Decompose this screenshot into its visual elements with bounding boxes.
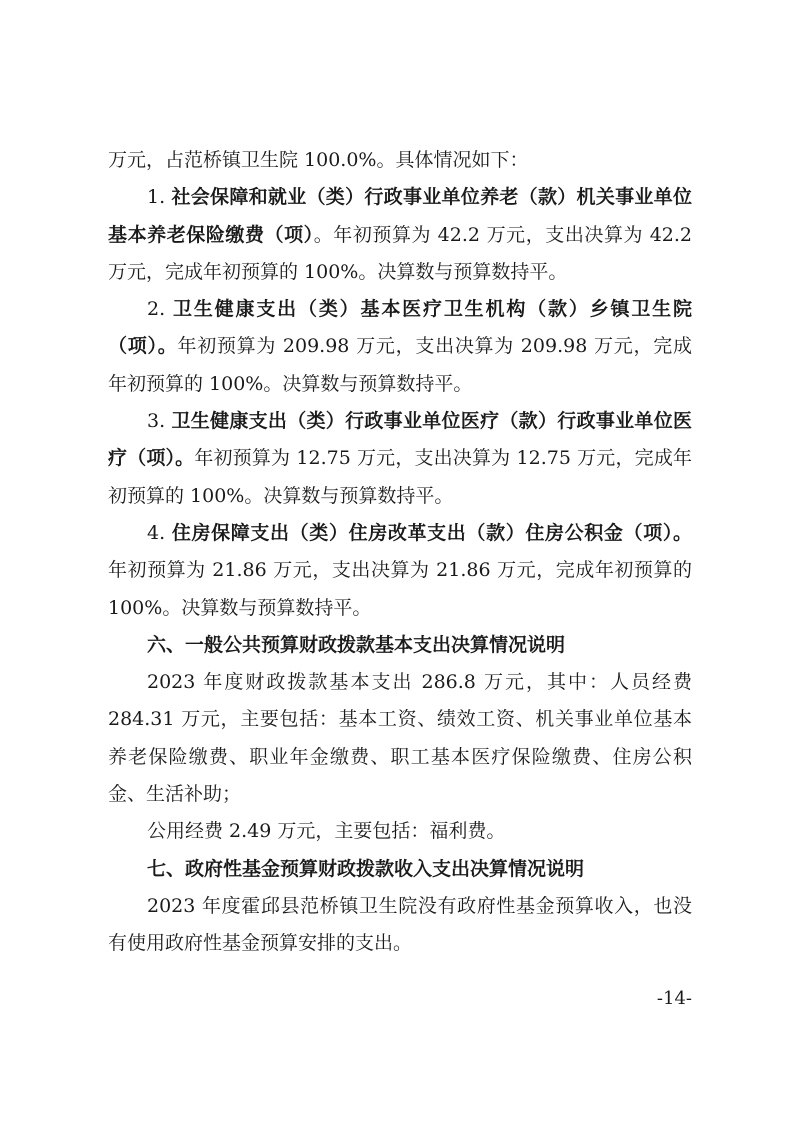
page-number: -14- bbox=[656, 988, 692, 1009]
item-4 bbox=[108, 515, 692, 627]
item-3-number: 3. bbox=[147, 410, 172, 433]
item-1-text: 。年初预算为 42.2 万元，支出决算为 42.2 万元，完成年初预算的 100%。决算数与预算数持平。 bbox=[108, 223, 692, 283]
item-3-text: 年初预算为 12.75 万元，支出决算为 12.75 万元，完成年初预算的 100%。决算数与预算数持平。 bbox=[108, 447, 692, 507]
item-2-title: 卫生健康支出（类）基本医疗卫生机构（款）乡镇卫生院（项）。 bbox=[108, 298, 692, 358]
item-1-title: 社会保障和就业（类）行政事业单位养老（款）机关事业单位基本养老保险缴费（项） bbox=[108, 186, 692, 246]
item-2-number: 2. bbox=[147, 298, 173, 321]
paragraph-intro: 万元，占范桥镇卫生院 100.0%。具体情况如下： bbox=[108, 149, 529, 171]
item-3-title: 卫生健康支出（类）行政事业单位医疗（款）行政事业单位医疗（项）。 bbox=[108, 410, 692, 470]
item-1-number: 1. bbox=[147, 186, 172, 209]
item-1 bbox=[108, 179, 692, 291]
section-heading-7: 七、政府性基金预算财政拨款收入支出决算情况说明 bbox=[147, 857, 585, 880]
item-2-text: 年初预算为 209.98 万元，支出决算为 209.98 万元，完成年初预算的 100%。决算数与预算数持平。 bbox=[108, 335, 692, 395]
body-text bbox=[108, 142, 692, 963]
item-3 bbox=[108, 403, 692, 515]
paragraph-7: 2023 年度霍邱县范桥镇卫生院没有政府性基金预算收入，也没有使用政府性基金预算安排的支出。 bbox=[108, 894, 692, 955]
item-4-number: 4. bbox=[147, 521, 172, 544]
item-4-text: 年初预算为 21.86 万元，支出决算为 21.86 万元，完成年初预算的 100%。决算数与预算数持平。 bbox=[108, 559, 692, 619]
section-heading-6: 六、一般公共预算财政拨款基本支出决算情况说明 bbox=[147, 633, 566, 656]
item-4-title: 住房保障支出（类）住房改革支出（款）住房公积金（项）。 bbox=[171, 521, 692, 544]
paragraph-6a: 2023 年度财政拨款基本支出 286.8 万元，其中：人员经费 284.31 万元，主要包括：基本工资、绩效工资、机关事业单位基本养老保险缴费、职业年金缴费、职工基本医疗保险缴费、住房公积金、生活补助； bbox=[108, 671, 692, 806]
item-2 bbox=[108, 291, 692, 403]
paragraph-6b: 公用经费 2.49 万元，主要包括：福利费。 bbox=[147, 820, 506, 843]
